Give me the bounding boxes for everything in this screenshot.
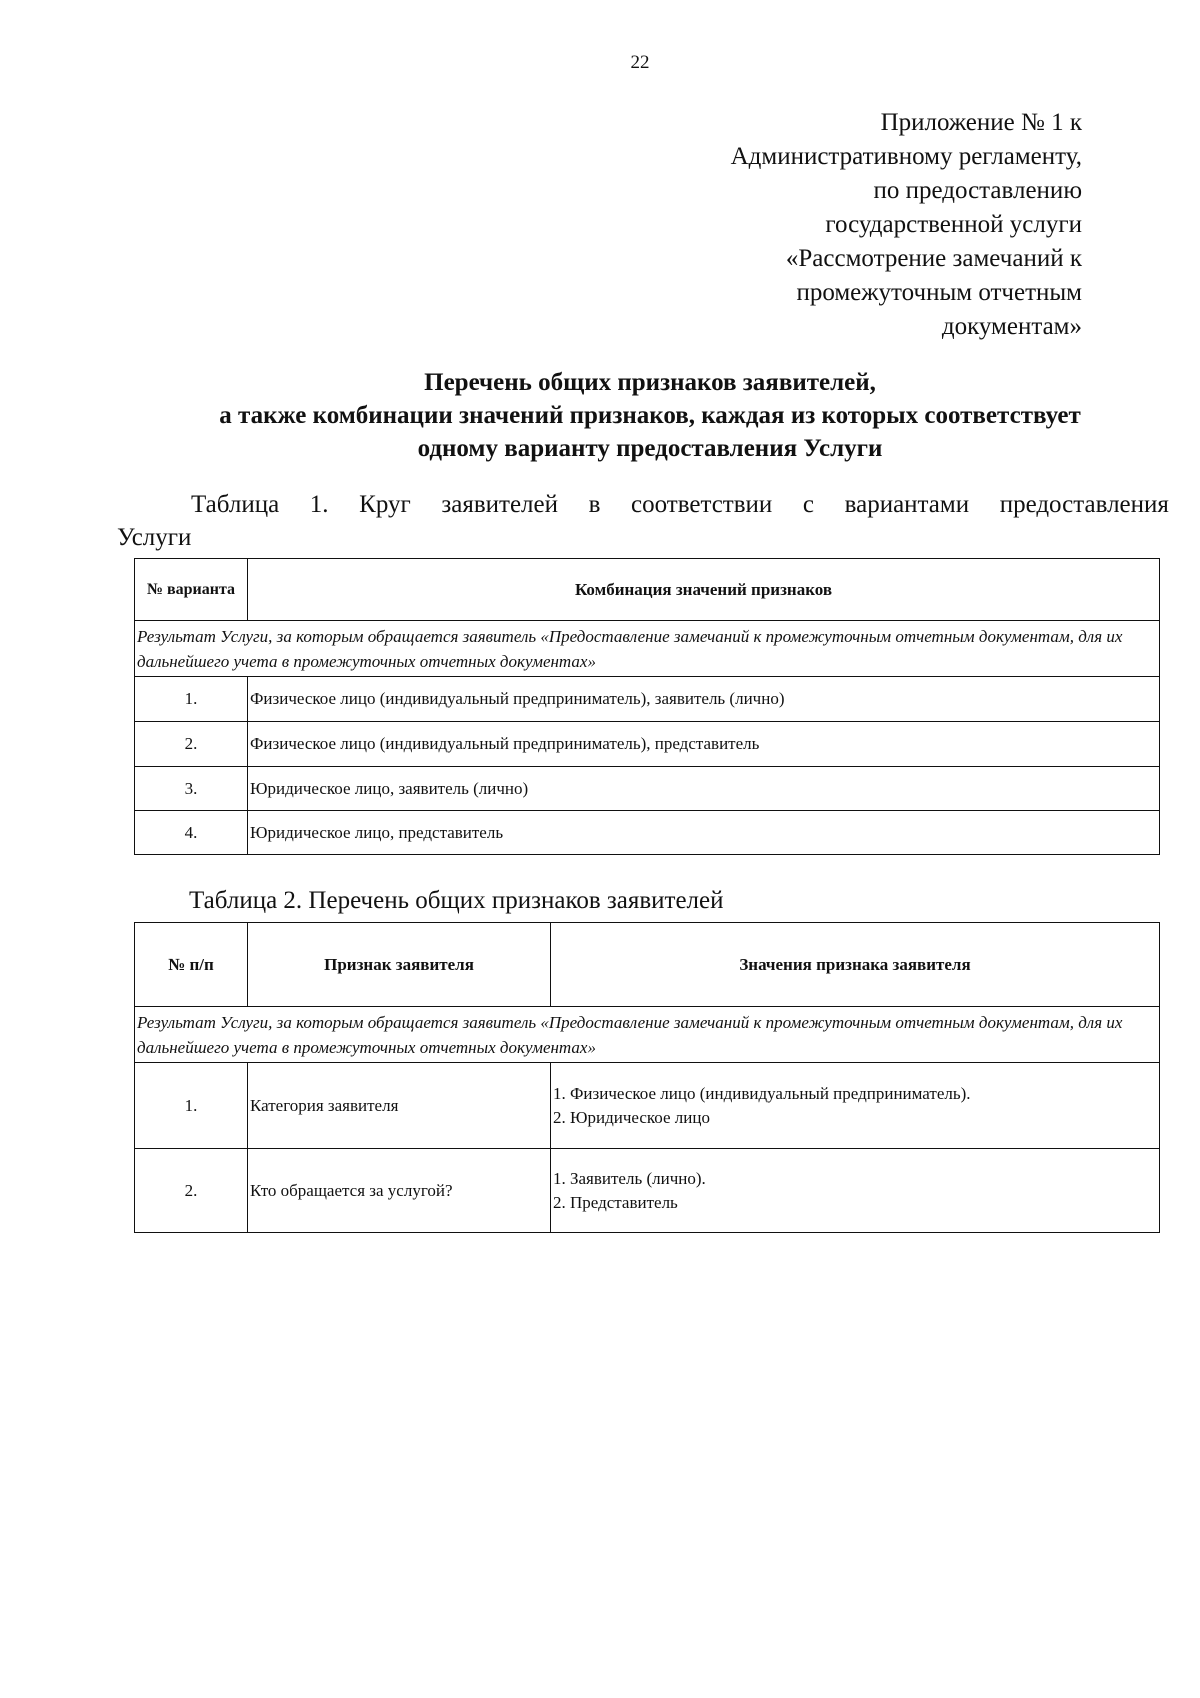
- table2-caption: Таблица 2. Перечень общих признаков заявителей: [189, 887, 724, 914]
- row-feature: Кто обращается за услугой?: [248, 1149, 551, 1233]
- table-row: [135, 677, 1160, 722]
- appendix-line: «Рассмотрение замечаний к: [785, 245, 1082, 272]
- caption-word: предоставления: [999, 491, 1169, 518]
- table-features: [134, 922, 1160, 1233]
- caption-word: соответствии: [631, 491, 773, 518]
- appendix-line: промежуточным отчетным: [796, 279, 1082, 306]
- header-values: Значения признака заявителя: [551, 923, 1160, 1007]
- row-text: Физическое лицо (индивидуальный предприниматель), представитель: [248, 722, 1160, 767]
- table-row: [135, 722, 1160, 767]
- row-feature: Категория заявителя: [248, 1063, 551, 1149]
- page-number: 22: [630, 52, 650, 73]
- appendix-line: документам»: [941, 313, 1082, 340]
- value-item: 2. Представитель: [553, 1192, 678, 1212]
- caption-word: заявителей: [441, 491, 558, 518]
- row-text: Юридическое лицо, представитель: [248, 811, 1160, 855]
- row-text: Юридическое лицо, заявитель (лично): [248, 767, 1160, 811]
- appendix-line: по предоставлению: [873, 177, 1082, 204]
- header-number: № п/п: [135, 923, 248, 1007]
- table1-caption: [117, 488, 1169, 554]
- table-row: [135, 767, 1160, 811]
- caption-word: Круг: [359, 491, 411, 518]
- caption-line-2: Услуги: [117, 524, 192, 551]
- caption-word: вариантами: [844, 491, 970, 518]
- appendix-line: государственной услуги: [825, 211, 1082, 238]
- row-values: [551, 1149, 1160, 1233]
- table-row: [135, 811, 1160, 855]
- header-combination: Комбинация значений признаков: [248, 559, 1160, 621]
- row-number: 2.: [135, 1149, 248, 1233]
- result-description: Результат Услуги, за которым обращается заявитель «Предоставление замечаний к промежуточным отчетным документам, для их дальнейшего учета в промежуточных отчетных документах»: [135, 1007, 1160, 1063]
- caption-word: Таблица: [191, 491, 280, 518]
- row-number: 4.: [135, 811, 248, 855]
- value-item: 1. Заявитель (лично).: [553, 1168, 706, 1188]
- table-merged-row: [135, 621, 1160, 677]
- heading-line: а также комбинации значений признаков, каждая из которых соответствует: [219, 402, 1081, 429]
- caption-word: с: [802, 491, 815, 518]
- document-heading: [130, 366, 1170, 465]
- table-header-row: [135, 559, 1160, 621]
- result-description: Результат Услуги, за которым обращается заявитель «Предоставление замечаний к промежуточным отчетным документам, для их дальнейшего учета в промежуточных отчетных документах»: [135, 621, 1160, 677]
- table-row: [135, 1063, 1160, 1149]
- caption-word: в: [588, 491, 601, 518]
- header-variant-number: № варианта: [135, 559, 248, 621]
- row-text: Физическое лицо (индивидуальный предприниматель), заявитель (лично): [248, 677, 1160, 722]
- appendix-note: [562, 106, 1082, 344]
- table-variants: [134, 558, 1160, 855]
- table-header-row: [135, 923, 1160, 1007]
- heading-line: Перечень общих признаков заявителей,: [424, 369, 876, 396]
- appendix-line: Административному регламенту,: [730, 143, 1082, 170]
- table-merged-row: [135, 1007, 1160, 1063]
- row-values: [551, 1063, 1160, 1149]
- caption-word: 1.: [309, 491, 329, 518]
- row-number: 1.: [135, 677, 248, 722]
- row-number: 2.: [135, 722, 248, 767]
- header-feature: Признак заявителя: [248, 923, 551, 1007]
- row-number: 3.: [135, 767, 248, 811]
- value-item: 1. Физическое лицо (индивидуальный предприниматель).: [553, 1083, 971, 1103]
- appendix-line: Приложение № 1 к: [880, 109, 1082, 136]
- value-item: 2. Юридическое лицо: [553, 1107, 710, 1127]
- heading-line: одному варианту предоставления Услуги: [417, 435, 883, 462]
- row-number: 1.: [135, 1063, 248, 1149]
- table-row: [135, 1149, 1160, 1233]
